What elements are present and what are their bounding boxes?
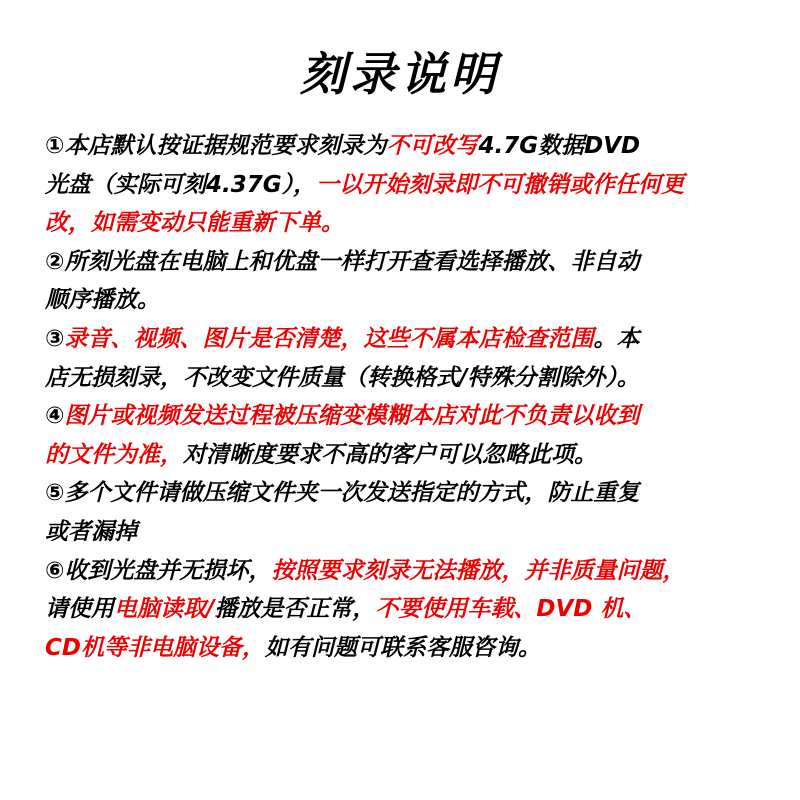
body-text: 。本 <box>593 325 640 352</box>
highlight-text: 电脑读取/ <box>114 596 215 623</box>
instructions-body <box>45 127 767 667</box>
text-line <box>45 281 767 320</box>
text-line <box>45 320 767 359</box>
highlight-text: 不可改写 <box>386 133 479 159</box>
text-line <box>45 127 767 166</box>
highlight-text: 录音、视频、图片是否清楚，这些不属本店检查范围 <box>64 325 594 352</box>
highlight-text: 一以开始刻录即不可撤销或作任何更 <box>316 171 685 198</box>
highlight-text: 图片或视频发送过程被压缩变模糊本店对此不负责以收到 <box>64 403 640 430</box>
highlight-text: 改，如需变动只能重新下单。 <box>45 210 344 237</box>
body-text: ⑥收到光盘并无损坏， <box>45 557 272 584</box>
body-text: ④ <box>45 403 65 430</box>
body-text: ①本店默认按证据规范要求刻录为 <box>45 133 387 159</box>
body-text: 或者漏掉 <box>45 518 137 545</box>
body-text: 对清晰度要求不高的客户可以忽略此项。 <box>183 441 597 468</box>
text-line <box>45 243 767 282</box>
body-text: 4.7G数据DVD <box>478 133 641 159</box>
body-text: 播放是否正常， <box>214 596 376 623</box>
body-text: 店无损刻录，不改变文件质量（转换格式/特殊分割除外）。 <box>45 364 640 391</box>
body-text: ⑤多个文件请做压缩文件夹一次发送指定的方式，防止重复 <box>45 480 640 507</box>
text-line <box>45 590 767 629</box>
text-line <box>45 436 767 475</box>
text-line <box>45 359 767 398</box>
text-line <box>45 397 767 436</box>
body-text: ③ <box>45 325 65 352</box>
body-text: 光盘（实际可刻4.37G）， <box>45 171 317 198</box>
highlight-text: CD机等非电脑设备， <box>45 634 265 661</box>
body-text: 请使用 <box>45 596 114 623</box>
text-line <box>45 552 767 591</box>
body-text: 顺序播放。 <box>45 287 160 314</box>
text-line <box>45 166 767 205</box>
text-line <box>45 629 767 668</box>
page-title: 刻录说明 <box>300 47 500 101</box>
body-text: 如有问题可联系客服咨询。 <box>264 634 541 661</box>
text-line <box>45 513 767 552</box>
highlight-text: 的文件为准， <box>45 441 183 468</box>
body-text: ②所刻光盘在电脑上和优盘一样打开查看选择播放、非自动 <box>45 248 640 275</box>
text-line <box>45 474 767 513</box>
highlight-text: 不要使用车载、DVD 机、 <box>375 596 647 623</box>
highlight-text: 按照要求刻录无法播放，并非质量问题， <box>271 557 686 584</box>
text-line <box>45 204 767 243</box>
